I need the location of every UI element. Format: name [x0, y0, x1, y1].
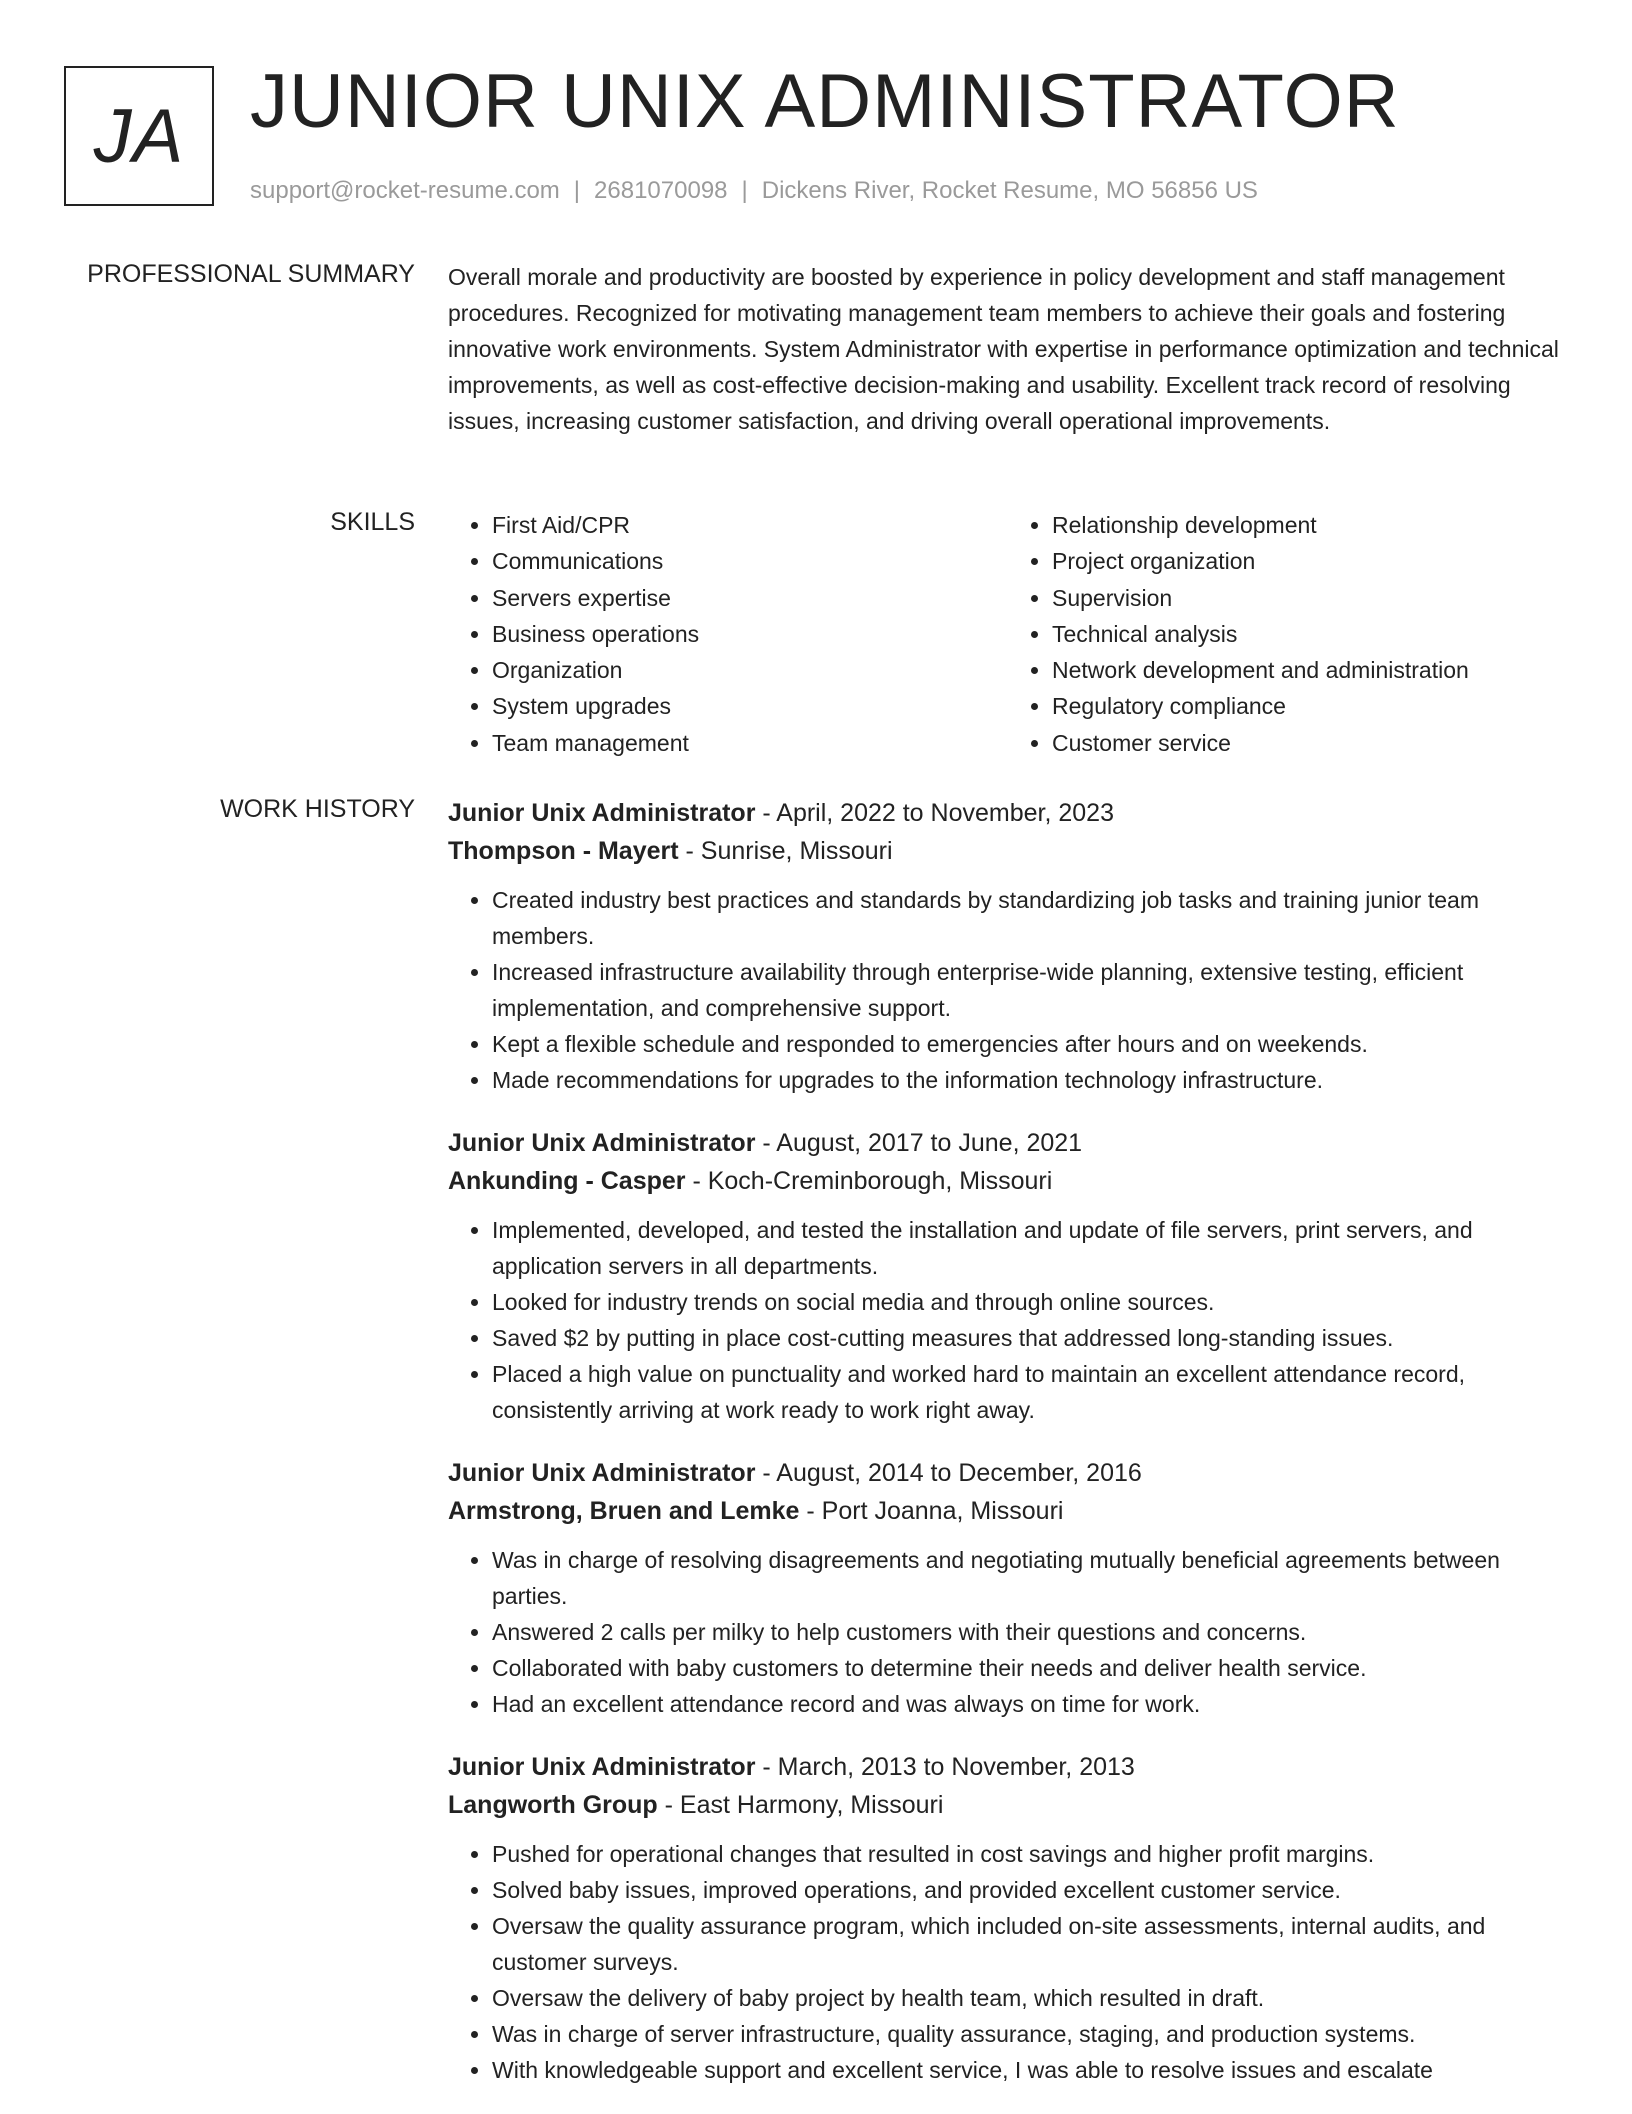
skill-item: • Technical analysis — [1052, 616, 1568, 652]
skill-item: • Regulatory compliance — [1052, 688, 1568, 724]
job-bullet: • Pushed for operational changes that resulted in cost savings and higher profit margins. — [492, 1836, 1568, 1872]
job-title: Junior Unix Administrator — [448, 1459, 756, 1487]
job-title-line — [448, 1454, 1568, 1492]
job-bullet: • Was in charge of server infrastructure, quality assurance, staging, and production systems. — [492, 2016, 1568, 2052]
job-bullet: • Solved baby issues, improved operations, and provided excellent customer service. — [492, 1872, 1568, 1908]
skill-item: • Servers expertise — [492, 580, 1008, 616]
job-company: Ankunding - Casper — [448, 1167, 686, 1195]
job-dates: - August, 2014 to December, 2016 — [755, 1459, 1142, 1487]
job-location: - Sunrise, Missouri — [678, 837, 893, 865]
contact-email: support@rocket-resume.com — [250, 177, 560, 204]
job-company: Armstrong, Bruen and Lemke — [448, 1497, 800, 1525]
job-location: - Port Joanna, Missouri — [799, 1497, 1064, 1525]
resume-title: JUNIOR UNIX ADMINISTRATOR — [250, 59, 1400, 144]
job-dates: - April, 2022 to November, 2023 — [755, 799, 1114, 827]
job-entry — [448, 794, 1568, 1098]
skill-item: • Organization — [492, 652, 1008, 688]
skill-item: • First Aid/CPR — [492, 507, 1008, 543]
skill-item: • Communications — [492, 543, 1008, 579]
job-bullet: • Oversaw the quality assurance program, which included on-site assessments, internal audits, and customer surveys. — [492, 1908, 1568, 1980]
job-title: Junior Unix Administrator — [448, 1753, 756, 1781]
job-company-line — [448, 1492, 1568, 1530]
job-bullet: • Increased infrastructure availability through enterprise-wide planning, extensive testing, efficient implementation, and comprehensive support. — [492, 954, 1568, 1026]
job-bullets — [448, 1212, 1568, 1428]
job-bullets — [448, 1542, 1568, 1722]
job-bullet: • Collaborated with baby customers to determine their needs and deliver health service. — [492, 1650, 1568, 1686]
initials-text: JA — [93, 93, 185, 179]
contact-line — [250, 176, 1258, 206]
summary-text: Overall morale and productivity are boosted by experience in policy development and staff management procedures. Recognized for motivating management team members to achieve their goals and fostering innovative work environments. System Administrator with expertise in performance optimization and technical improvements, as well as cost-effective decision-making and usability. Excellent track record of resolving issues, increasing customer satisfaction, and driving overall operational improvements. — [448, 264, 1559, 434]
job-bullets — [448, 1836, 1568, 2088]
section-label-summary: PROFESSIONAL SUMMARY — [87, 260, 415, 288]
skill-item: • Relationship development — [1052, 507, 1568, 543]
contact-address: Dickens River, Rocket Resume, MO 56856 US — [761, 177, 1258, 204]
skills-list-right — [1008, 507, 1568, 761]
job-bullet: • Kept a flexible schedule and responded to emergencies after hours and on weekends. — [492, 1026, 1568, 1062]
skill-item: • Business operations — [492, 616, 1008, 652]
job-title-line — [448, 1124, 1568, 1162]
job-bullet: • Implemented, developed, and tested the installation and update of file servers, print servers, and application servers in all departments. — [492, 1212, 1568, 1284]
job-bullet: • Placed a high value on punctuality and worked hard to maintain an excellent attendance record, consistently arriving at work ready to work right away. — [492, 1356, 1568, 1428]
job-company: Thompson - Mayert — [448, 837, 679, 865]
job-bullet: • Made recommendations for upgrades to the information technology infrastructure. — [492, 1062, 1568, 1098]
job-location: - Koch-Creminborough, Missouri — [685, 1167, 1053, 1195]
job-company-line — [448, 1786, 1568, 1824]
skill-item: • Project organization — [1052, 543, 1568, 579]
job-bullet: • Saved $2 by putting in place cost-cutting measures that addressed long-standing issues. — [492, 1320, 1568, 1356]
job-bullet: • Created industry best practices and standards by standardizing job tasks and training junior team members. — [492, 882, 1568, 954]
job-company: Langworth Group — [448, 1791, 658, 1819]
contact-phone: 2681070098 — [594, 177, 728, 204]
skill-item: • System upgrades — [492, 688, 1008, 724]
job-company-line — [448, 1162, 1568, 1200]
skill-item: • Network development and administration — [1052, 652, 1568, 688]
job-entry — [448, 1454, 1568, 1722]
section-label-skills: SKILLS — [330, 508, 415, 536]
job-title: Junior Unix Administrator — [448, 799, 756, 827]
job-entry — [448, 1748, 1568, 2088]
skills-list-left — [448, 507, 1008, 761]
contact-separator: | — [573, 177, 581, 204]
skill-item: • Team management — [492, 725, 1008, 761]
job-bullet: • Looked for industry trends on social media and through online sources. — [492, 1284, 1568, 1320]
job-bullet: • Was in charge of resolving disagreements and negotiating mutually beneficial agreements between parties. — [492, 1542, 1568, 1614]
contact-separator: | — [741, 177, 748, 204]
job-entry — [448, 1124, 1568, 1428]
skill-item: • Customer service — [1052, 725, 1568, 761]
job-bullet: • Had an excellent attendance record and was always on time for work. — [492, 1686, 1568, 1722]
job-title: Junior Unix Administrator — [448, 1129, 756, 1157]
job-location: - East Harmony, Missouri — [657, 1791, 944, 1819]
job-title-line — [448, 794, 1568, 832]
job-bullets — [448, 882, 1568, 1098]
skill-item: • Supervision — [1052, 580, 1568, 616]
job-dates: - March, 2013 to November, 2013 — [755, 1753, 1135, 1781]
job-company-line — [448, 832, 1568, 870]
job-bullet: • Oversaw the delivery of baby project by health team, which resulted in draft. — [492, 1980, 1568, 2016]
job-title-line — [448, 1748, 1568, 1786]
initials-monogram — [64, 66, 214, 206]
job-bullet: • Answered 2 calls per milky to help customers with their questions and concerns. — [492, 1614, 1568, 1650]
section-label-work: WORK HISTORY — [220, 795, 415, 823]
job-bullet: • With knowledgeable support and excellent service, I was able to resolve issues and escalate — [492, 2052, 1568, 2088]
job-dates: - August, 2017 to June, 2021 — [755, 1129, 1083, 1157]
